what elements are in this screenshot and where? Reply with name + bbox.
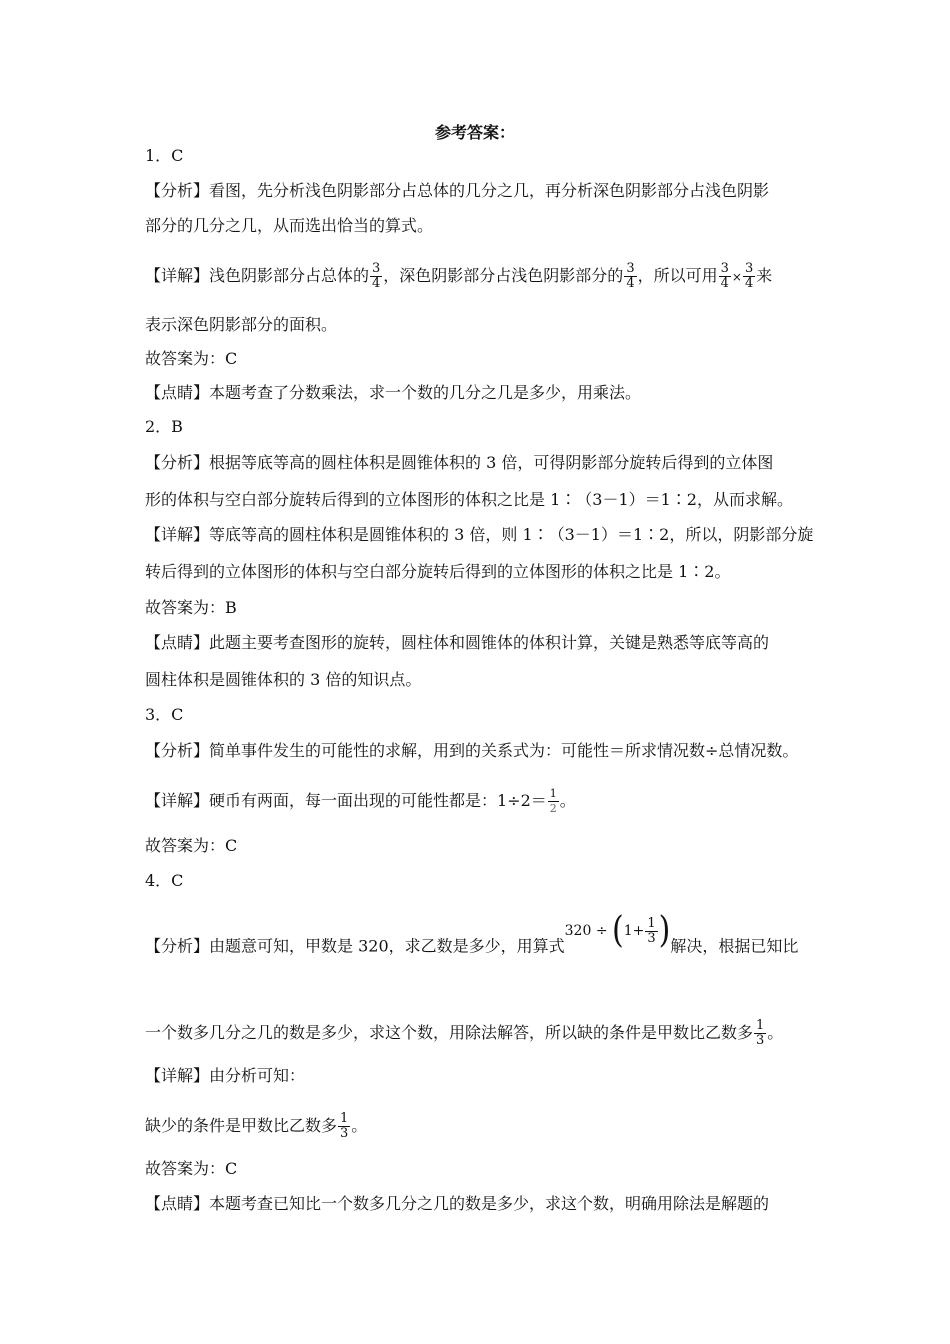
item-3-analysis: 【分析】简单事件发生的可能性的求解，用到的关系式为：可能性＝所求情况数÷总情况数。 xyxy=(145,741,799,760)
fraction-three-quarters: $\frac{3}{4}$ xyxy=(626,261,635,291)
detail2-text-b: 。 xyxy=(351,1116,368,1135)
item-2-detail-line-2: 转后得到的立体图形的体积与空白部分旋转后得到的立体图形的体积之比是 1∶2。 xyxy=(145,562,731,581)
item-4-number: 4．C xyxy=(145,871,184,890)
item-3-answer: 故答案为：C xyxy=(145,836,238,855)
item-3-number: 3．C xyxy=(145,705,184,724)
fraction-three-quarters: $\frac{3}{4}$ xyxy=(372,261,381,291)
analysis-text-b: 解决，根据已知比 xyxy=(670,936,799,956)
fraction-one-third: $\frac{1}{3}$ xyxy=(756,1018,765,1048)
detail-text-a: 【详解】浅色阴影部分占总体的 xyxy=(145,266,370,285)
analysis-text-d: 。 xyxy=(767,1023,784,1042)
detail-text-b: ，深色阴影部分占浅色阴影部分的 xyxy=(383,266,624,285)
detail2-text-a: 缺少的条件是甲数比乙数多 xyxy=(145,1116,338,1135)
item-4-answer: 故答案为：C xyxy=(145,1159,238,1178)
item-2-analysis-line-2: 形的体积与空白部分旋转后得到的立体图形的体积之比是 1∶（3－1）＝1∶2，从而求解。 xyxy=(145,490,793,509)
item-3-detail xyxy=(145,787,576,816)
item-1-analysis-line-1: 【分析】看图，先分析浅色阴影部分占总体的几分之几，再分析深色阴影部分占浅色阴影 xyxy=(145,181,770,200)
item-2-comment-line-2: 圆柱体积是圆锥体积的 3 倍的知识点。 xyxy=(145,670,422,689)
item-4-analysis-line-2 xyxy=(145,1019,783,1048)
item-1-number: 1．C xyxy=(145,146,184,165)
item-1-detail xyxy=(145,262,772,291)
analysis-text-a: 【分析】由题意可知，甲数是 320，求乙数是多少，用算式 xyxy=(145,936,565,956)
item-1-analysis-line-2: 部分的几分之几，从而选出恰当的算式。 xyxy=(145,216,434,235)
item-2-analysis-line-1: 【分析】根据等底等高的圆柱体积是圆锥体积的 3 倍，可得阴影部分旋转后得到的立体图 xyxy=(145,453,774,472)
item-4-detail: 【详解】由分析可知： xyxy=(145,1066,306,1085)
detail-text-d: 来 xyxy=(756,266,773,285)
analysis-text-c: 一个数多几分之几的数是多少，求这个数，用除法解答，所以缺的条件是甲数比乙数多 xyxy=(145,1023,754,1042)
item-4-comment: 【点睛】本题考查已知比一个数多几分之几的数是多少，求这个数，明确用除法是解题的 xyxy=(145,1194,770,1213)
item-1-detail-line-2: 表示深色阴影部分的面积。 xyxy=(145,315,338,334)
fraction-three-quarters: $\frac{3}{4}$ xyxy=(720,261,729,291)
item-2-detail-line-1: 【详解】等底等高的圆柱体积是圆锥体积的 3 倍，则 1∶（3－1）＝1∶2，所以，阴影部分旋 xyxy=(145,525,814,544)
times-sign: × xyxy=(731,270,742,284)
item-1-answer: 故答案为：C xyxy=(145,349,238,368)
fraction-one-third: $\frac{1}{3}$ xyxy=(340,1111,349,1141)
fraction-one-third: $\frac{1}{3}$ xyxy=(647,915,656,946)
item-4-detail-line-2 xyxy=(145,1112,367,1141)
fraction-one-half: $\frac{1}{2}$ xyxy=(549,787,557,815)
detail-text-c: ，所以可用 xyxy=(637,266,718,285)
page-title: 参考答案： xyxy=(434,123,515,142)
item-2-comment-line-1: 【点睛】此题主要考查图形的旋转，圆柱体和圆锥体的体积计算，关键是熟悉等底等高的 xyxy=(145,633,770,652)
item-1-comment: 【点睛】本题考查了分数乘法，求一个数的几分之几是多少，用乘法。 xyxy=(145,383,642,402)
detail-text-b: 。 xyxy=(559,791,576,810)
item-2-number: 2．B xyxy=(145,417,183,436)
item-4-analysis-line-1 xyxy=(145,909,799,962)
detail-text-a: 【详解】硬币有两面，每一面出现的可能性都是：1÷2＝ xyxy=(145,791,547,810)
division-expression: 320 ÷ (1+ $\frac{1}{3}$ ) xyxy=(564,909,671,952)
fraction-three-quarters: $\frac{3}{4}$ xyxy=(744,261,754,291)
item-2-answer: 故答案为：B xyxy=(145,598,237,617)
